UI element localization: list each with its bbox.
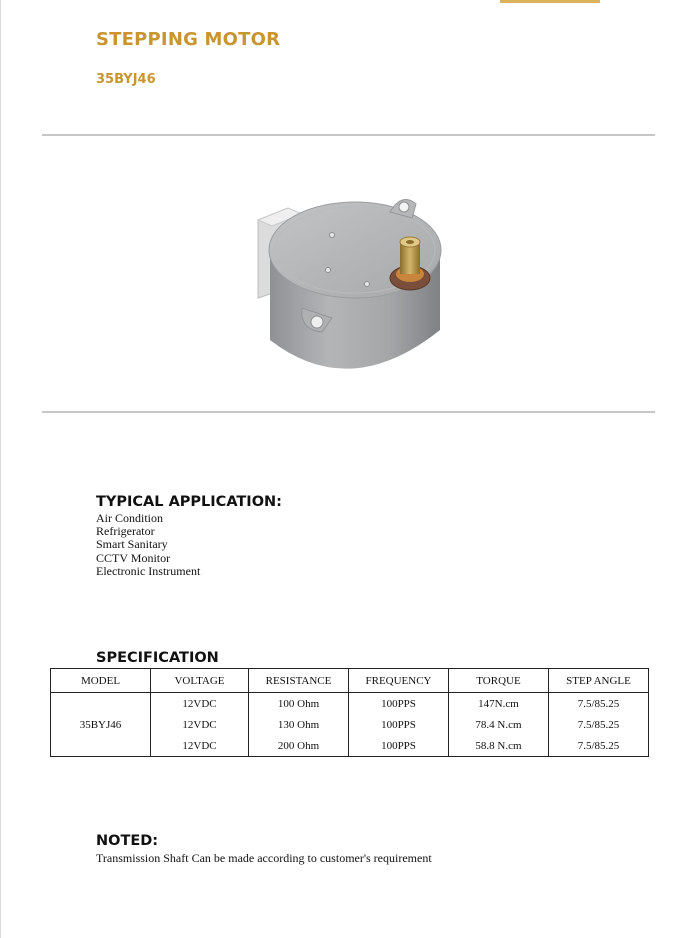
resistance-cell: 100 Ohm — [249, 693, 349, 715]
note-text: Transmission Shaft Can be made according to customer's requirement — [96, 851, 432, 865]
specification-heading: SPECIFICATION — [96, 650, 219, 666]
specification-table — [50, 668, 649, 757]
torque-cell: 78.4 N.cm — [449, 714, 549, 735]
step-angle-cell: 7.5/85.25 — [549, 693, 649, 715]
application-list — [96, 512, 200, 578]
column-header-step-angle: STEP ANGLE — [549, 669, 649, 693]
torque-cell: 58.8 N.cm — [449, 735, 549, 757]
voltage-cell: 12VDC — [151, 714, 249, 735]
list-item: Refrigerator — [96, 524, 155, 539]
list-item: Electronic Instrument — [96, 563, 201, 578]
top-accent-bar — [500, 0, 600, 3]
voltage-cell: 12VDC — [151, 693, 249, 715]
divider-top — [42, 134, 655, 136]
list-item: CCTV Monitor — [96, 550, 171, 565]
divider-bottom — [42, 411, 655, 413]
page-title: STEPPING MOTOR — [96, 29, 281, 50]
list-item: Air Condition — [96, 511, 164, 525]
model-code: 35BYJ46 — [96, 72, 156, 87]
column-header-model: MODEL — [51, 669, 151, 693]
page-edge — [0, 0, 1, 938]
typical-application-heading: TYPICAL APPLICATION: — [96, 494, 282, 510]
column-header-torque: TORQUE — [449, 669, 549, 693]
table-header-row — [51, 669, 649, 693]
model-cell: 35BYJ46 — [51, 693, 151, 757]
resistance-cell: 200 Ohm — [249, 735, 349, 757]
frequency-cell: 100PPS — [349, 735, 449, 757]
step-angle-cell: 7.5/85.25 — [549, 735, 649, 757]
step-angle-cell: 7.5/85.25 — [549, 714, 649, 735]
voltage-cell: 12VDC — [151, 735, 249, 757]
resistance-cell: 130 Ohm — [249, 714, 349, 735]
column-header-frequency: FREQUENCY — [349, 669, 449, 693]
column-header-resistance: RESISTANCE — [249, 669, 349, 693]
noted-heading: NOTED: — [96, 833, 159, 849]
list-item: Smart Sanitary — [96, 537, 168, 552]
frequency-cell: 100PPS — [349, 693, 449, 715]
frequency-cell: 100PPS — [349, 714, 449, 735]
torque-cell: 147N.cm — [449, 693, 549, 715]
column-header-voltage: VOLTAGE — [151, 669, 249, 693]
table-row — [51, 693, 649, 715]
stepper-motor-illustration — [240, 180, 470, 390]
